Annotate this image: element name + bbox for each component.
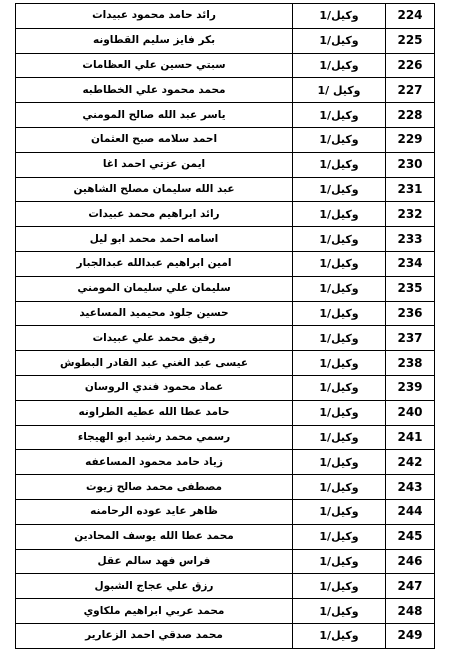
- name-cell: عماد محمود فندي الروسان: [16, 375, 293, 400]
- personnel-table: [15, 3, 435, 649]
- row-number-cell: 231: [386, 177, 435, 202]
- rank-cell: وكيل/1: [293, 623, 386, 648]
- row-number-cell: 241: [386, 425, 435, 450]
- name-cell: محمد عربي ابراهيم ملكاوي: [16, 599, 293, 624]
- table-row: [16, 599, 435, 624]
- table-row: [16, 28, 435, 53]
- name-cell: حامد عطا الله عطيه الطراونه: [16, 400, 293, 425]
- rank-cell: وكيل/1: [293, 326, 386, 351]
- row-number-cell: 237: [386, 326, 435, 351]
- table-row: [16, 400, 435, 425]
- rank-cell: وكيل/1: [293, 202, 386, 227]
- rank-cell: وكيل/1: [293, 152, 386, 177]
- name-cell: حسين جلود محيميد المساعيد: [16, 301, 293, 326]
- table-row: [16, 227, 435, 252]
- table-row: [16, 499, 435, 524]
- row-number-cell: 226: [386, 53, 435, 78]
- row-number-cell: 246: [386, 549, 435, 574]
- rank-cell: وكيل/1: [293, 227, 386, 252]
- table-row: [16, 475, 435, 500]
- name-cell: ظاهر عايد عوده الرحامنه: [16, 499, 293, 524]
- rank-cell: وكيل/1: [293, 251, 386, 276]
- table-row: [16, 103, 435, 128]
- name-cell: ايمن عزتي احمد اغا: [16, 152, 293, 177]
- table-row: [16, 375, 435, 400]
- table-row: [16, 450, 435, 475]
- name-cell: رفيق محمد علي عبيدات: [16, 326, 293, 351]
- table-row: [16, 524, 435, 549]
- name-cell: امين ابراهيم عبدالله عبدالجبار: [16, 251, 293, 276]
- row-number-cell: 228: [386, 103, 435, 128]
- rank-cell: وكيل/1: [293, 450, 386, 475]
- rank-cell: وكيل/1: [293, 351, 386, 376]
- rank-cell: وكيل/1: [293, 574, 386, 599]
- name-cell: رائد ابراهيم محمد عبيدات: [16, 202, 293, 227]
- table-row: [16, 301, 435, 326]
- rank-cell: وكيل/1: [293, 177, 386, 202]
- row-number-cell: 229: [386, 127, 435, 152]
- name-cell: محمد صدقي احمد الزعارير: [16, 623, 293, 648]
- row-number-cell: 235: [386, 276, 435, 301]
- rank-cell: وكيل/1: [293, 400, 386, 425]
- name-cell: احمد سلامه صبح العثمان: [16, 127, 293, 152]
- name-cell: عيسى عبد الغني عبد القادر البطوش: [16, 351, 293, 376]
- row-number-cell: 233: [386, 227, 435, 252]
- table-row: [16, 53, 435, 78]
- name-cell: محمد محمود علي الخطاطبه: [16, 78, 293, 103]
- rank-cell: وكيل/1: [293, 375, 386, 400]
- row-number-cell: 249: [386, 623, 435, 648]
- rank-cell: وكيل/1: [293, 127, 386, 152]
- table-row: [16, 4, 435, 29]
- rank-cell: وكيل/1: [293, 499, 386, 524]
- row-number-cell: 224: [386, 4, 435, 29]
- name-cell: اسامه احمد محمد ابو ليل: [16, 227, 293, 252]
- name-cell: رسمي محمد رشيد ابو الهيجاء: [16, 425, 293, 450]
- table-row: [16, 623, 435, 648]
- row-number-cell: 248: [386, 599, 435, 624]
- name-cell: مصطفى محمد صالح زيوت: [16, 475, 293, 500]
- rank-cell: وكيل/1: [293, 524, 386, 549]
- rank-cell: وكيل/1: [293, 599, 386, 624]
- name-cell: ياسر عبد الله صالح المومني: [16, 103, 293, 128]
- row-number-cell: 238: [386, 351, 435, 376]
- personnel-table-body: [16, 4, 435, 649]
- row-number-cell: 232: [386, 202, 435, 227]
- table-row: [16, 425, 435, 450]
- rank-cell: وكيل/1: [293, 425, 386, 450]
- table-row: [16, 574, 435, 599]
- row-number-cell: 236: [386, 301, 435, 326]
- table-row: [16, 177, 435, 202]
- row-number-cell: 247: [386, 574, 435, 599]
- rank-cell: وكيل /1: [293, 78, 386, 103]
- name-cell: بكر فايز سليم القطاونه: [16, 28, 293, 53]
- table-row: [16, 326, 435, 351]
- row-number-cell: 227: [386, 78, 435, 103]
- name-cell: عبد الله سليمان مصلح الشاهين: [16, 177, 293, 202]
- row-number-cell: 230: [386, 152, 435, 177]
- name-cell: سبتي حسين علي العظامات: [16, 53, 293, 78]
- table-row: [16, 276, 435, 301]
- rank-cell: وكيل/1: [293, 276, 386, 301]
- rank-cell: وكيل/1: [293, 4, 386, 29]
- rank-cell: وكيل/1: [293, 475, 386, 500]
- row-number-cell: 245: [386, 524, 435, 549]
- table-row: [16, 351, 435, 376]
- rank-cell: وكيل/1: [293, 549, 386, 574]
- row-number-cell: 242: [386, 450, 435, 475]
- table-row: [16, 127, 435, 152]
- name-cell: رائد حامد محمود عبيدات: [16, 4, 293, 29]
- table-row: [16, 202, 435, 227]
- name-cell: رزق علي عجاج الشبول: [16, 574, 293, 599]
- row-number-cell: 239: [386, 375, 435, 400]
- name-cell: سليمان علي سليمان المومني: [16, 276, 293, 301]
- table-row: [16, 549, 435, 574]
- rank-cell: وكيل/1: [293, 301, 386, 326]
- table-row: [16, 78, 435, 103]
- row-number-cell: 244: [386, 499, 435, 524]
- table-row: [16, 251, 435, 276]
- rank-cell: وكيل/1: [293, 53, 386, 78]
- rank-cell: وكيل/1: [293, 28, 386, 53]
- name-cell: محمد عطا الله يوسف المحادين: [16, 524, 293, 549]
- row-number-cell: 240: [386, 400, 435, 425]
- name-cell: فراس فهد سالم عقل: [16, 549, 293, 574]
- row-number-cell: 234: [386, 251, 435, 276]
- row-number-cell: 225: [386, 28, 435, 53]
- row-number-cell: 243: [386, 475, 435, 500]
- table-row: [16, 152, 435, 177]
- rank-cell: وكيل/1: [293, 103, 386, 128]
- name-cell: زياد حامد محمود المساعفه: [16, 450, 293, 475]
